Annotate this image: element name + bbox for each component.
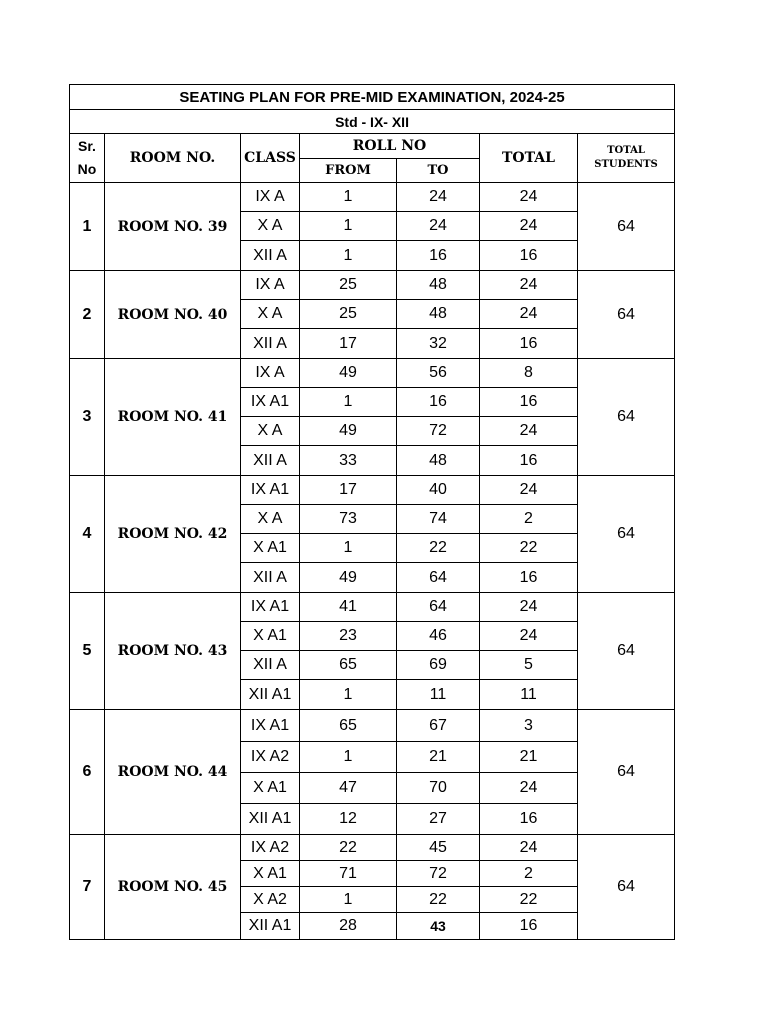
roll-from-cell: 25 — [300, 271, 397, 300]
roll-from-cell: 49 — [300, 563, 397, 593]
roll-from-cell: 1 — [300, 212, 397, 241]
roll-to-cell: 74 — [397, 505, 480, 534]
total-students-cell: 64 — [578, 835, 675, 940]
row-total-cell: 22 — [480, 534, 578, 563]
row-total-cell: 22 — [480, 887, 578, 913]
row-total-cell: 2 — [480, 505, 578, 534]
header-from: FROM — [300, 159, 397, 183]
roll-from-cell: 47 — [300, 773, 397, 804]
row-total-cell: 24 — [480, 212, 578, 241]
row-total-cell: 8 — [480, 359, 578, 388]
roll-from-cell: 12 — [300, 804, 397, 835]
total-students-cell: 64 — [578, 183, 675, 271]
class-cell: X A1 — [241, 861, 300, 887]
row-total-cell: 11 — [480, 680, 578, 710]
room-no-cell: ROOM NO. 44 — [105, 710, 241, 835]
row-total-cell: 24 — [480, 271, 578, 300]
class-cell: IX A1 — [241, 476, 300, 505]
sr-no-cell: 1 — [70, 183, 105, 271]
sr-no-cell: 6 — [70, 710, 105, 835]
sr-no-cell: 4 — [70, 476, 105, 593]
row-total-cell: 5 — [480, 651, 578, 680]
roll-from-cell: 1 — [300, 887, 397, 913]
header-total-students-line1: TOTAL — [607, 145, 645, 156]
header-roll-no: ROLL NO — [300, 134, 480, 159]
class-cell: XII A1 — [241, 913, 300, 940]
row-total-cell: 16 — [480, 329, 578, 359]
class-cell: XII A — [241, 329, 300, 359]
header-sr-no — [70, 134, 105, 183]
class-cell: XII A — [241, 446, 300, 476]
row-total-cell: 2 — [480, 861, 578, 887]
roll-to-cell: 48 — [397, 271, 480, 300]
row-total-cell: 16 — [480, 913, 578, 940]
total-students-cell: 64 — [578, 476, 675, 593]
roll-from-cell: 73 — [300, 505, 397, 534]
roll-from-cell: 49 — [300, 417, 397, 446]
class-cell: IX A — [241, 271, 300, 300]
roll-to-cell: 16 — [397, 241, 480, 271]
roll-to-cell: 40 — [397, 476, 480, 505]
row-total-cell: 24 — [480, 183, 578, 212]
roll-to-cell: 22 — [397, 887, 480, 913]
roll-from-cell: 23 — [300, 622, 397, 651]
roll-to-cell: 16 — [397, 388, 480, 417]
header-sr-no-line2: No — [77, 161, 97, 177]
class-cell: X A1 — [241, 622, 300, 651]
roll-to-cell: 21 — [397, 742, 480, 773]
header-total-students-line2: STUDENTS — [594, 159, 658, 170]
class-cell: IX A2 — [241, 835, 300, 861]
table-row — [70, 710, 675, 742]
roll-to-cell: 32 — [397, 329, 480, 359]
roll-to-cell: 24 — [397, 212, 480, 241]
class-cell: X A — [241, 417, 300, 446]
roll-from-cell: 65 — [300, 710, 397, 742]
class-cell: X A1 — [241, 534, 300, 563]
roll-to-cell: 70 — [397, 773, 480, 804]
seating-plan-document — [69, 84, 675, 940]
row-total-cell: 24 — [480, 773, 578, 804]
sr-no-cell: 7 — [70, 835, 105, 940]
class-cell: IX A — [241, 183, 300, 212]
table-row — [70, 593, 675, 622]
row-total-cell: 24 — [480, 593, 578, 622]
roll-from-cell: 25 — [300, 300, 397, 329]
roll-from-cell: 33 — [300, 446, 397, 476]
class-cell: IX A — [241, 359, 300, 388]
roll-from-cell: 41 — [300, 593, 397, 622]
class-cell: XII A — [241, 651, 300, 680]
table-row — [70, 183, 675, 212]
roll-to-cell: 24 — [397, 183, 480, 212]
header-to: TO — [397, 159, 480, 183]
roll-to-cell: 69 — [397, 651, 480, 680]
header-room-no: ROOM NO. — [105, 134, 241, 183]
roll-to-cell: 22 — [397, 534, 480, 563]
table-row — [70, 271, 675, 300]
row-total-cell: 16 — [480, 241, 578, 271]
class-cell: X A — [241, 505, 300, 534]
roll-from-cell: 49 — [300, 359, 397, 388]
class-cell: XII A — [241, 241, 300, 271]
roll-to-cell: 48 — [397, 300, 480, 329]
class-cell: IX A1 — [241, 388, 300, 417]
total-students-cell: 64 — [578, 359, 675, 476]
roll-to-cell: 11 — [397, 680, 480, 710]
class-cell: IX A2 — [241, 742, 300, 773]
seating-plan-table — [69, 84, 675, 940]
roll-to-cell: 43 — [397, 913, 480, 940]
table-row — [70, 476, 675, 505]
row-total-cell: 16 — [480, 446, 578, 476]
roll-to-cell: 67 — [397, 710, 480, 742]
roll-from-cell: 1 — [300, 534, 397, 563]
roll-to-cell: 64 — [397, 563, 480, 593]
header-total-students — [578, 134, 675, 183]
roll-to-cell: 45 — [397, 835, 480, 861]
row-total-cell: 21 — [480, 742, 578, 773]
class-cell: X A1 — [241, 773, 300, 804]
row-total-cell: 24 — [480, 622, 578, 651]
roll-to-cell: 64 — [397, 593, 480, 622]
roll-from-cell: 1 — [300, 742, 397, 773]
table-row — [70, 835, 675, 861]
sr-no-cell: 5 — [70, 593, 105, 710]
roll-to-cell: 72 — [397, 861, 480, 887]
row-total-cell: 24 — [480, 417, 578, 446]
class-cell: IX A1 — [241, 593, 300, 622]
total-students-cell: 64 — [578, 593, 675, 710]
class-cell: X A — [241, 300, 300, 329]
roll-from-cell: 1 — [300, 241, 397, 271]
roll-from-cell: 65 — [300, 651, 397, 680]
class-cell: IX A1 — [241, 710, 300, 742]
total-students-cell: 64 — [578, 710, 675, 835]
row-total-cell: 24 — [480, 835, 578, 861]
roll-from-cell: 1 — [300, 680, 397, 710]
class-cell: XII A — [241, 563, 300, 593]
row-total-cell: 24 — [480, 300, 578, 329]
sr-no-cell: 3 — [70, 359, 105, 476]
roll-from-cell: 71 — [300, 861, 397, 887]
sr-no-cell: 2 — [70, 271, 105, 359]
class-cell: X A2 — [241, 887, 300, 913]
roll-to-cell: 72 — [397, 417, 480, 446]
roll-to-cell: 27 — [397, 804, 480, 835]
roll-from-cell: 22 — [300, 835, 397, 861]
roll-from-cell: 28 — [300, 913, 397, 940]
roll-from-cell: 1 — [300, 183, 397, 212]
room-no-cell: ROOM NO. 40 — [105, 271, 241, 359]
document-title: SEATING PLAN FOR PRE-MID EXAMINATION, 2024-25 — [70, 85, 675, 110]
roll-to-cell: 48 — [397, 446, 480, 476]
roll-from-cell: 17 — [300, 476, 397, 505]
row-total-cell: 3 — [480, 710, 578, 742]
room-no-cell: ROOM NO. 45 — [105, 835, 241, 940]
table-row — [70, 359, 675, 388]
row-total-cell: 16 — [480, 388, 578, 417]
row-total-cell: 16 — [480, 804, 578, 835]
roll-to-cell: 46 — [397, 622, 480, 651]
header-sr-no-line1: Sr. — [78, 138, 96, 154]
document-subtitle: Std - IX- XII — [70, 110, 675, 134]
roll-from-cell: 17 — [300, 329, 397, 359]
class-cell: XII A1 — [241, 804, 300, 835]
room-no-cell: ROOM NO. 41 — [105, 359, 241, 476]
row-total-cell: 24 — [480, 476, 578, 505]
total-students-cell: 64 — [578, 271, 675, 359]
roll-from-cell: 1 — [300, 388, 397, 417]
room-no-cell: ROOM NO. 42 — [105, 476, 241, 593]
header-class: CLASS — [241, 134, 300, 183]
room-no-cell: ROOM NO. 43 — [105, 593, 241, 710]
class-cell: XII A1 — [241, 680, 300, 710]
roll-to-cell: 56 — [397, 359, 480, 388]
room-no-cell: ROOM NO. 39 — [105, 183, 241, 271]
class-cell: X A — [241, 212, 300, 241]
header-total: TOTAL — [480, 134, 578, 183]
row-total-cell: 16 — [480, 563, 578, 593]
